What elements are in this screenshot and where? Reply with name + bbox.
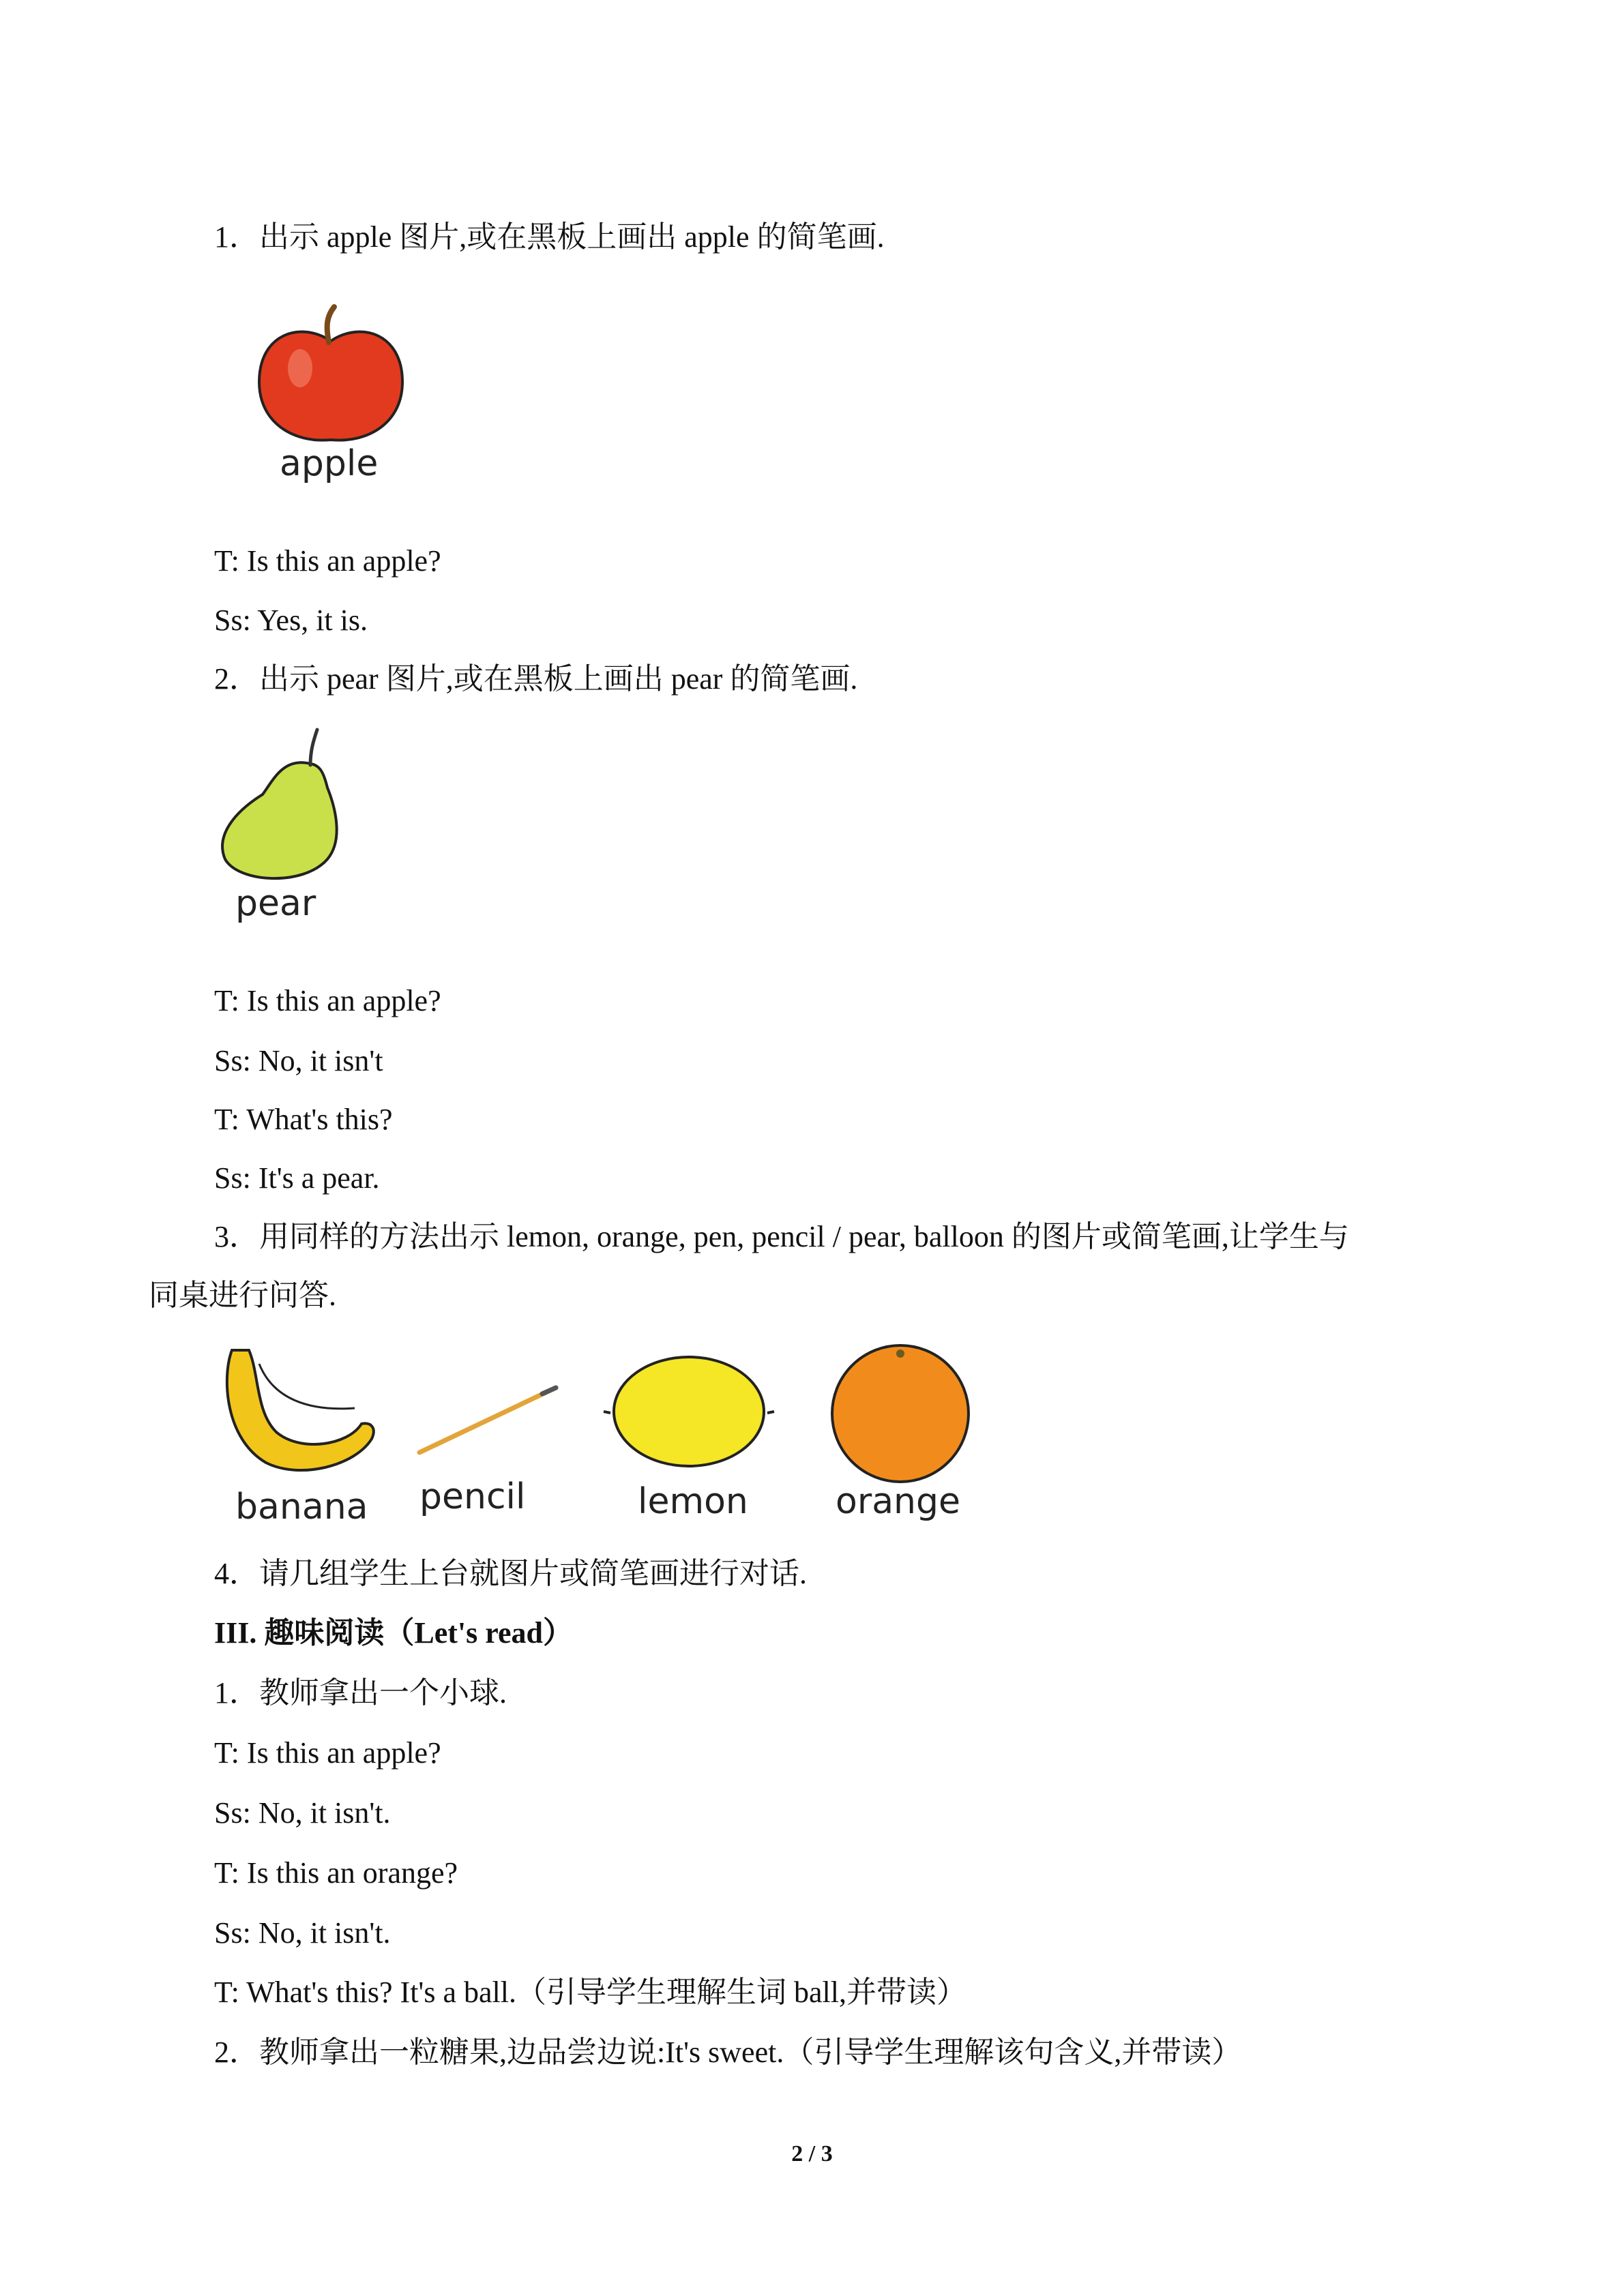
dialogue-line: Ss: No, it isn't.	[214, 1916, 391, 1950]
dialogue-line: Ss: It's a pear.	[214, 1161, 380, 1195]
pencil-picture	[413, 1377, 563, 1459]
step-2-pear: 2．出示 pear 图片,或在黑板上画出 pear 的简笔画.	[214, 662, 858, 696]
apple-label: apple	[280, 443, 379, 484]
dialogue-line: T: What's this? It's a ball.（引导学生理解生词 ball,并带读）	[214, 1976, 966, 2009]
dialogue-line: Ss: Yes, it is.	[214, 603, 368, 637]
read-step-1: 1．教师拿出一个小球.	[214, 1676, 507, 1710]
dialogue-line: T: Is this an apple?	[214, 984, 441, 1017]
dialogue-line: Ss: No, it isn't	[214, 1044, 383, 1077]
lemon-label: lemon	[638, 1481, 748, 1522]
step-4-text: 4．请几组学生上台就图片或简笔画进行对话.	[214, 1557, 807, 1590]
dialogue-line: T: What's this?	[214, 1103, 393, 1136]
read-step-2: 2．教师拿出一粒糖果,边品尝边说:It's sweet.（引导学生理解该句含义,并带读）	[214, 2036, 1242, 2069]
dialogue-line: Ss: No, it isn't.	[214, 1796, 391, 1830]
dialogue-line: T: Is this an apple?	[214, 1736, 441, 1770]
pencil-label: pencil	[419, 1476, 526, 1517]
apple-picture	[246, 300, 416, 457]
pear-label: pear	[235, 883, 316, 924]
step-3-text: 3．用同样的方法出示 lemon, orange, pen, pencil / pear, balloon 的图片或简笔画,让学生与	[214, 1220, 1349, 1253]
dialogue-line: T: Is this an apple?	[214, 544, 441, 578]
step-3-text-continued: 同桌进行问答.	[149, 1279, 336, 1312]
dialogue-line: T: Is this an orange?	[214, 1856, 458, 1890]
section-heading: III. 趣味阅读（Let's read）	[214, 1616, 573, 1650]
orange-label: orange	[836, 1481, 961, 1522]
step-1-apple: 1．出示 apple 图片,或在黑板上画出 apple 的简笔画.	[214, 220, 885, 254]
pear-picture	[208, 723, 344, 886]
banana-picture	[218, 1337, 382, 1480]
lemon-picture	[600, 1350, 778, 1473]
page-number: 2 / 3	[791, 2141, 833, 2166]
banana-label: banana	[235, 1487, 368, 1527]
orange-picture	[822, 1340, 979, 1483]
